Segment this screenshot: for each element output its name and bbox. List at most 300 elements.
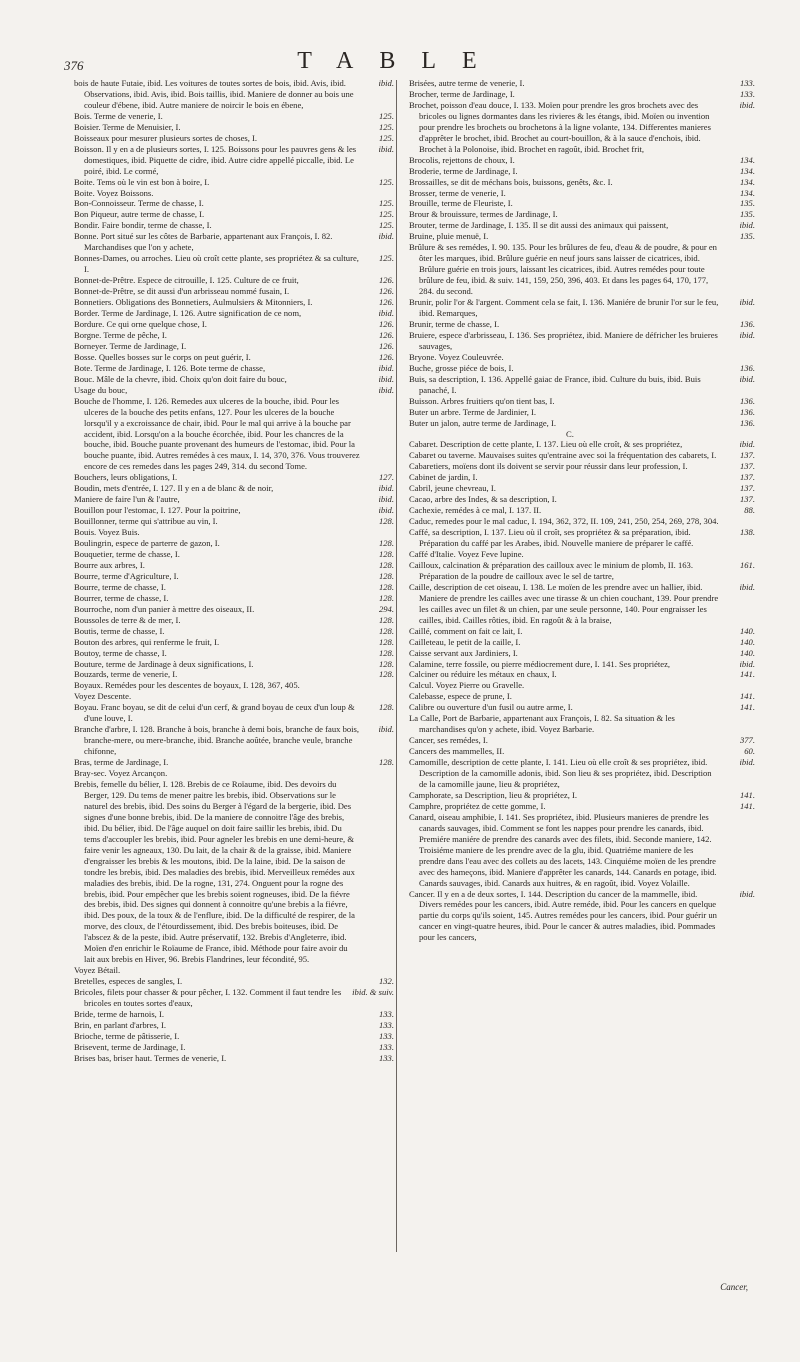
entry-text: Boulingrin, espece de parterre de gazon, I. <box>74 538 220 549</box>
index-entry <box>409 352 755 363</box>
entry-text: Boite. Tems où le vin est bon à boire, I. <box>74 176 210 187</box>
page-reference: 161. <box>739 559 755 570</box>
entry-text: Bruine, pluie menuë, I. <box>409 231 489 242</box>
index-entry <box>409 166 755 177</box>
index-entry <box>74 133 394 144</box>
entry-text: Calamine, terre fossile, ou pierre médiocrement dure, I. 141. Ses propriétez, <box>409 658 671 669</box>
page-reference: 128. <box>378 516 394 527</box>
page-reference: 134. <box>739 176 755 187</box>
page-reference: ibid. <box>739 888 755 899</box>
entry-text: Camomille, description de cette plante, I. 141. Lieu où elle croît & ses propriétez, ibid. Description de la camomille adonis, ibid. Son lieu & ses propriétez, ibid. Description de la camomille jaune, lieu & propriétez, <box>409 757 712 789</box>
page-reference: 136. <box>739 395 755 406</box>
entry-text: Buter un arbre. Terme de Jardinier, I. <box>409 406 537 417</box>
index-entry <box>74 483 394 494</box>
page-reference: 128. <box>378 625 394 636</box>
index-entry <box>74 582 394 593</box>
page-reference: 128. <box>378 570 394 581</box>
entry-text: Maniere de faire l'un & l'autre, <box>74 494 180 505</box>
entry-text: Brunir, terme de chasse, I. <box>409 318 500 329</box>
page-reference: ibid. <box>739 329 755 340</box>
index-entry <box>409 637 755 648</box>
page-reference: 377. <box>739 735 755 746</box>
index-entry <box>409 89 755 100</box>
index-entry <box>74 648 394 659</box>
index-entry <box>74 363 394 374</box>
entry-text: Bosse. Quelles bosses sur le corps on peut guérir, I. <box>74 351 251 362</box>
page-reference: 141. <box>739 702 755 713</box>
index-entry <box>74 538 394 549</box>
page-reference: 128. <box>378 702 394 713</box>
page-reference: 134. <box>739 165 755 176</box>
page-reference: 128. <box>378 614 394 625</box>
index-entry <box>74 472 394 483</box>
page-reference: 128. <box>378 559 394 570</box>
index-entry <box>74 177 394 188</box>
index-entry <box>409 746 755 757</box>
entry-text: Bonnet-de-Prêtre. Espece de citrouille, I. 125. Culture de ce fruit, <box>74 275 299 286</box>
entry-text: Borneyer. Terme de Jardinage, I. <box>74 340 187 351</box>
index-entry <box>409 242 755 297</box>
page-reference: ibid. <box>378 78 394 88</box>
entry-text: Cabaretiers, moïens dont ils doivent se servir pour réussir dans leur profession, I. <box>409 461 688 472</box>
page-reference: 136. <box>739 318 755 329</box>
index-entry <box>74 341 394 352</box>
index-entry <box>74 779 394 965</box>
page-reference: ibid. <box>739 439 755 450</box>
entry-text: Bourrer, terme de chasse, I. <box>74 592 169 603</box>
entry-text: Bricoles, filets pour chasser & pour pêcher, I. 132. Comment il faut tendre les bricoles en toutes sortes d'eaux, <box>74 987 342 1009</box>
page-reference: 135. <box>739 231 755 242</box>
index-entry <box>409 330 755 352</box>
page-reference: 125. <box>378 110 394 121</box>
entry-text: Cancer. Il y en a de deux sortes, I. 144. Description du cancer de la mammelle, ibid. Divers remédes pour les cancers, ibid. Autre reméde, ibid. Pour les cancers en quelque partie du corps qu'ils soient, 145. Autres remédes pour les cancers, ibid. Pour guérir un cancer en vingt-quatre heures, ibid. Pour le cancer & autres maladies, ibid. Pommades pour les cancers, <box>409 888 717 943</box>
index-entry <box>74 1009 394 1020</box>
page-reference: ibid. <box>739 581 755 592</box>
index-entry <box>409 198 755 209</box>
index-entry <box>74 965 394 976</box>
entry-text: Caisse servant aux Jardiniers, I. <box>409 647 518 658</box>
index-entry <box>409 669 755 680</box>
page-reference: 128. <box>378 592 394 603</box>
page-reference: 133. <box>378 1009 394 1020</box>
entry-text: Bourre aux arbres, I. <box>74 559 145 570</box>
index-entry <box>74 297 394 308</box>
entry-text: Bretelles, especes de sangles, I. <box>74 976 183 987</box>
entry-text: Boisier. Terme de Menuisier, I. <box>74 121 181 132</box>
index-entry <box>409 812 755 889</box>
index-entry <box>74 571 394 582</box>
index-entry <box>74 144 394 177</box>
entry-text: Cailloux, calcination & préparation des cailloux avec le minium de plomb, II. 163. Préparation de la poudre de cailloux avec le sel de tartre, <box>409 559 693 581</box>
page-reference: 125. <box>378 121 394 132</box>
page-reference: 128. <box>378 658 394 669</box>
entry-text: Brouille, terme de Fleuriste, I. <box>409 198 513 209</box>
index-entry <box>409 220 755 231</box>
page-reference: ibid. <box>378 143 394 154</box>
page-reference: 125. <box>378 176 394 187</box>
index-entry <box>74 505 394 516</box>
page-reference: ibid. <box>739 373 755 384</box>
entry-text: Brosser, terme de venerie, I. <box>409 187 506 198</box>
index-entry <box>409 429 755 440</box>
index-entry <box>74 308 394 319</box>
entry-text: Bordure. Ce qui orne quelque chose, I. <box>74 318 207 329</box>
entry-text: Cacao, arbre des Indes, & sa description, I. <box>409 494 557 505</box>
entry-text: Boutis, terme de chasse, I. <box>74 625 165 636</box>
index-entry <box>409 155 755 166</box>
index-entry <box>409 461 755 472</box>
index-entry <box>74 231 394 253</box>
entry-text: Boite. Voyez Boissons. <box>74 187 154 198</box>
index-entry <box>409 363 755 374</box>
index-entry <box>409 319 755 330</box>
index-entry <box>74 198 394 209</box>
entry-text: Voyez Bétail. <box>74 965 121 976</box>
page-reference: ibid. & suiv. <box>352 987 394 998</box>
index-entry <box>74 702 394 724</box>
entry-text: Camphorate, sa Description, lieu & propriétez, I. <box>409 789 578 800</box>
index-entry <box>409 188 755 199</box>
page-reference: 141. <box>739 789 755 800</box>
entry-text: Brochet, poisson d'eau douce, I. 133. Moïen pour prendre les gros brochets avec des bricoles ou lignes dormantes dans les rivieres & les étangs, ibid. Moïen ou invention pour prendre les brochets ou brochetons à la ligne volante, 134. Differentes manieres d'apprêter le brochet, ibid. Brochet au court-bouillon, & à la sauce d'enchois, ibid. Brochet à la Polonoise, ibid. Brochet en ragoût, ibid. Brochet frit, <box>409 99 711 154</box>
index-entry <box>409 297 755 319</box>
entry-text: Cabaret ou taverne. Mauvaises suites qu'entraine avec soi la fréquentation des cabarets, I. <box>409 450 717 461</box>
page-reference: 137. <box>739 472 755 483</box>
index-entry <box>74 122 394 133</box>
page-reference: ibid. <box>739 757 755 768</box>
entry-text: Brisevent, terme de Jardinage, I. <box>74 1041 186 1052</box>
entry-text: Caffé d'Italie. Voyez Feve lupine. <box>409 548 524 559</box>
page-reference: 126. <box>378 340 394 351</box>
index-entry <box>74 494 394 505</box>
index-entry <box>409 801 755 812</box>
entry-text: Voyez Descente. <box>74 691 132 702</box>
page-reference: 141. <box>739 691 755 702</box>
page-reference: 133. <box>378 1030 394 1041</box>
index-entry <box>409 472 755 483</box>
index-entry <box>409 626 755 637</box>
index-entry <box>409 527 755 549</box>
index-entry <box>74 659 394 670</box>
entry-text: Bryone. Voyez Couleuvrée. <box>409 351 504 362</box>
index-entry <box>409 889 755 944</box>
entry-text: Buisson. Arbres fruitiers qu'on tient bas, I. <box>409 395 555 406</box>
index-entry <box>74 78 394 111</box>
index-entry <box>74 1053 394 1064</box>
index-entry <box>74 396 394 473</box>
index-entry <box>409 439 755 450</box>
entry-text: Bondir. Faire bondir, terme de chasse, I. <box>74 220 212 231</box>
page-reference: 134. <box>739 187 755 198</box>
page-reference: 141. <box>739 669 755 680</box>
page-reference: 60. <box>744 746 755 757</box>
entry-text: Bouture, terme de Jardinage à deux significations, I. <box>74 658 254 669</box>
index-entry <box>74 220 394 231</box>
index-entry <box>74 669 394 680</box>
page-reference: 126. <box>378 351 394 362</box>
index-column-left <box>74 78 394 1064</box>
index-entry <box>74 209 394 220</box>
index-entry <box>74 319 394 330</box>
index-entry <box>74 188 394 199</box>
entry-text: Boisson. Il y en a de plusieurs sortes, I. 125. Boissons pour les pauvres gens & les domestiques, ibid. Piquette de cidre, ibid. Autre cidre appellé piccalle, ibid. Le poiré, ibid. Le cormé, <box>74 143 357 176</box>
index-entry <box>409 659 755 670</box>
index-entry <box>409 735 755 746</box>
page-reference: ibid. <box>378 494 394 505</box>
page-reference: 125. <box>378 220 394 231</box>
entry-text: Bourre, terme de chasse, I. <box>74 581 166 592</box>
entry-text: Bouquetier, terme de chasse, I. <box>74 548 180 559</box>
index-entry <box>409 209 755 220</box>
entry-text: Bonnes-Dames, ou arroches. Lieu où croît cette plante, ses propriétez & sa culture, I. <box>74 253 359 275</box>
page-reference: ibid. <box>378 483 394 494</box>
entry-text: Bouzards, terme de venerie, I. <box>74 669 178 680</box>
entry-text: Bote. Terme de Jardinage, I. 126. Bote terme de chasse, <box>74 362 266 373</box>
index-entry <box>409 757 755 790</box>
index-entry <box>74 527 394 538</box>
page-reference: 134. <box>739 154 755 165</box>
index-entry <box>74 560 394 571</box>
page-reference: 126. <box>378 275 394 286</box>
index-entry <box>409 450 755 461</box>
index-entry <box>74 253 394 275</box>
entry-text: Brioche, terme de pâtisserie, I. <box>74 1030 180 1041</box>
index-entry <box>409 680 755 691</box>
entry-text: Bonne. Port situé sur les côtes de Barbarie, appartenant aux François, I. 82. Marchandises que l'on y achete, <box>74 231 333 253</box>
entry-text: bois de haute Futaie, ibid. Les voitures de toutes sortes de bois, ibid. Avis, ibid. Observations, ibid. Avis, ibid. Bois taillis, ibid. Maniere de donner au bois une couleur d'ébene, ibid. Autre maniere de noircir le bois en ébene, <box>74 78 354 110</box>
entry-text: Buche, grosse piéce de bois, I. <box>409 362 514 373</box>
entry-text: Caffé, sa description, I. 137. Lieu où il croît, ses propriétez & sa préparation, ibid. Préparation du caffé par les Arabes, ibid. Nouvelle maniere de préparer le caffé. <box>409 527 694 549</box>
page-reference: 125. <box>378 132 394 143</box>
page-reference: 133. <box>378 1019 394 1030</box>
entry-text: Cancer, ses remédes, I. <box>409 735 488 746</box>
page-reference: ibid. <box>378 384 394 395</box>
entry-text: Caillé, comment on fait ce lait, I. <box>409 625 523 636</box>
entry-text: Bon Piqueur, autre terme de chasse, I. <box>74 209 205 220</box>
entry-text: Calibre ou ouverture d'un fusil ou autre arme, I. <box>409 702 573 713</box>
index-entry <box>74 593 394 604</box>
page-reference: 133. <box>739 88 755 99</box>
page-reference: 140. <box>739 636 755 647</box>
page-reference: ibid. <box>739 220 755 231</box>
page-reference: 128. <box>378 548 394 559</box>
entry-text: Brûlure & ses remédes, I. 90. 135. Pour les brûlures de feu, d'eau & de poudre, & pour en ôter les marques, ibid. Brûlure guérie en neuf jours sans laisser de cicatrices, ibid. Brûlure guérie en trois jours, laissant les cicatrices, ibid. Autres remédes pour toute brûlure de feu, ibid. & suiv. 141, 159, 250, 396, 403. Et dans les pages 64, 170, 177, 284. du second. <box>409 242 717 297</box>
column-divider <box>396 80 397 1252</box>
entry-text: Caduc, remedes pour le mal caduc, I. 194, 362, 372, II. 109, 241, 250, 254, 269, 278, 304. <box>409 516 719 527</box>
page-reference: 125. <box>378 209 394 220</box>
index-entry <box>74 987 394 1009</box>
page-reference: ibid. <box>739 297 755 308</box>
page-reference: 128. <box>378 538 394 549</box>
entry-text: Cabinet de jardin, I. <box>409 472 478 483</box>
page-reference: 136. <box>739 406 755 417</box>
index-entry <box>409 582 755 626</box>
entry-text: Canard, oiseau amphibie, I. 141. Ses propriétez, ibid. Plusieurs manieres de prendre les canards sauvages, ibid. Comment se font les nappes pour prendre les canards, ibid. Premiére maniére de prendre des canards avec des filets, ibid. Seconde maniere, 142. Troisiéme maniere de les prendre avec de la glu, ibid. Quatriéme maniere de les prendre dans l'eau avec des collets au des lacets, 143. Cinquiéme moïen de les prendre avec des hameçons, ibid. Maniere d'apprêter les canards, 144. Canards en potage, ibid. Canards sauvages, ibid. Canards aux huitres, & en ragoût, ibid. Voyez Volaille. <box>409 811 717 888</box>
page-reference: ibid. <box>378 373 394 384</box>
index-entry <box>409 407 755 418</box>
index-entry <box>74 516 394 527</box>
page-reference: 137. <box>739 494 755 505</box>
entry-text: Bonnetiers. Obligations des Bonnetiers, Aulmulsiers & Mitonniers, I. <box>74 297 313 308</box>
entry-text: Caille, description de cet oiseau, I. 138. Le moïen de les prendre avec un hallier, ibid. Maniere de prendre les cailles avec une tirasse & un chien couchant, 139. Pour prendre les cailles avec un filet & un chien, par une seule personne, 140. Pour engraisser les cailles, ibid. Cailles rôties, ibid. En ragoût & à la braise, <box>409 581 719 625</box>
index-entry <box>74 374 394 385</box>
index-entry <box>409 549 755 560</box>
entry-text: Branche d'arbre, I. 128. Branche à bois, branche à demi bois, branche de faux bois, branche-mere, ou mere-branche, ibid. Branche aoûtée, branche veule, branche chifonne, <box>74 724 360 757</box>
index-entry <box>74 1020 394 1031</box>
page-reference: 128. <box>378 757 394 768</box>
entry-text: Bon-Connoisseur. Terme de chasse, I. <box>74 198 204 209</box>
page-reference: 294. <box>378 603 394 614</box>
index-entry <box>74 1042 394 1053</box>
page-reference: ibid. <box>378 362 394 373</box>
page-reference: 128. <box>378 647 394 658</box>
page-reference: 133. <box>378 1052 394 1063</box>
entry-text: Cachexie, remédes à ce mal, I. 137. II. <box>409 505 542 516</box>
index-entry <box>74 352 394 363</box>
index-entry <box>409 494 755 505</box>
index-entry <box>409 396 755 407</box>
entry-text: Buis, sa description, I. 136. Appellé gaiac de France, ibid. Culture du buis, ibid. Buis panaché, I. <box>409 373 701 395</box>
page-reference: 140. <box>739 625 755 636</box>
entry-text: Bruiere, espece d'arbrisseau, I. 136. Ses propriétez, ibid. Maniere de défricher les bruieres sauvages, <box>409 329 718 351</box>
index-entry <box>74 111 394 122</box>
entry-text: Bonnet-de-Prêtre, se dit aussi d'un arbrisseau nommé fusain, I. <box>74 286 290 297</box>
index-entry <box>74 626 394 637</box>
entry-text: Bouillonner, terme qui s'attribue au vin, I. <box>74 516 218 527</box>
index-entry <box>409 374 755 396</box>
entry-text: Borgne. Terme de pêche, I. <box>74 329 167 340</box>
page-reference: 135. <box>739 198 755 209</box>
entry-text: Border. Terme de Jardinage, I. 126. Autre signification de ce nom, <box>74 308 302 319</box>
index-entry <box>74 615 394 626</box>
entry-text: Calcul. Voyez Pierre ou Gravelle. <box>409 680 525 691</box>
page-reference: ibid. <box>378 724 394 735</box>
entry-text: Brebis, femelle du bélier, I. 128. Brebis de ce Roïaume, ibid. Des devoirs du Berger, 129. Du tems de mener paitre les brebis, ibid. Observations sur le naturel des brebis, ibid. Des soins du Berger à l'égard de la bergerie, ibid. Des signes d'une bonne brebis, ibid. De la maniere de connoitre l'âge des brebis, ibid. Du bélier, ibid. De l'âge auquel on doit faire saillir les brebis, ibid. Du tems d'accoupler les brebis, ibid. Pour agneler les brebis en une demi-heure, & faire venir les agneaux, 130. Du lait, de la chair & de la graisse, ibid. Maniere d'engraisser les brebis & les moutons, ibid. De la laine, ibid. De la saison de tondre les brebis, ibid. Des maladies des brebis, ibid. Merveilleux remédes aux maladies des brebis, ibid. De la rogne, 131, 274. Onguent pour la rogne des brebis, ibid. Pour empêcher que les brebis soient rogneuses, ibid. De la fiévre des brebis, ibid. Des signes qui donnent à connoitre qu'une brebis a la fiévre, ibid. Des poux, de la toux & de l'enflure, ibid. De la difficulté de respirer, de la morve, des cloux, de l'étourdissement, ibid. Des brebis boiteuses, ibid. De l'abscez & de la peste, ibid. Autre préservatif, 132. Brebis d'Angleterre, ibid. Moïen d'en enrichir le Roïaume de France, ibid. Méthode pour faire avoir du lait aux brebis en Hiver, 96. Brebis Flandrines, leur fécondité, 95. <box>74 779 355 965</box>
entry-text: Bouchers, leurs obligations, I. <box>74 472 178 483</box>
index-entry <box>74 604 394 615</box>
entry-text: Cabaret. Description de cette plante, I. 137. Lieu où elle croît, & ses propriétez, <box>409 439 683 450</box>
page-reference: ibid. <box>378 308 394 319</box>
entry-text: Brocolis, rejettons de choux, I. <box>409 154 515 165</box>
page-reference: 141. <box>739 800 755 811</box>
page-reference: 125. <box>378 198 394 209</box>
page-reference: 127. <box>378 472 394 483</box>
page-reference: 128. <box>378 581 394 592</box>
entry-text: Cancers des mammelles, II. <box>409 746 505 757</box>
index-entry <box>409 505 755 516</box>
catchword: Cancer, <box>720 1282 748 1292</box>
index-entry <box>409 713 755 735</box>
running-title: TABLE <box>297 48 503 74</box>
page-reference: 128. <box>378 669 394 680</box>
page-reference: 125. <box>378 253 394 264</box>
entry-text: Calciner ou réduire les métaux en chaux, I. <box>409 669 557 680</box>
index-entry <box>409 78 755 89</box>
entry-text: Brouter, terme de Jardinage, I. 135. Il se dit aussi des animaux qui paissent, <box>409 220 669 231</box>
entry-text: Broderie, terme de Jardinage, I. <box>409 165 518 176</box>
index-entry <box>409 418 755 429</box>
index-entry <box>74 724 394 757</box>
page-reference: ibid. <box>739 99 755 110</box>
page-reference: ibid. <box>739 658 755 669</box>
index-entry <box>409 691 755 702</box>
page-reference: 137. <box>739 483 755 494</box>
index-entry <box>409 177 755 188</box>
page-reference: 133. <box>739 78 755 88</box>
entry-text: Boyaux. Remédes pour les descentes de boyaux, I. 128, 367, 405. <box>74 680 300 691</box>
page-reference: 135. <box>739 209 755 220</box>
entry-text: Bray-sec. Voyez Arcançon. <box>74 768 168 779</box>
page-reference: 126. <box>378 286 394 297</box>
entry-text: La Calle, Port de Barbarie, appartenant aux François, I. 82. Sa situation & les marchandises qu'on y achete, ibid. Voyez Barbarie. <box>409 713 675 735</box>
entry-text: Bouche de l'homme, I. 126. Remedes aux ulceres de la bouche, ibid. Pour les ulceres de la bouche des petits enfans, 127. Pour les ulceres de la bouche lorsqu'il y a excroissance de chair, ibid. Pour le mal qui arrive à la bouche par accident, ibid. Lorsqu'on a la bouche écorchée, ibid. Pour les chancres de la bouche, ibid. Bouche puante provenant des humeurs de l'estomac, ibid. Pour la bouche puante, ibid. Autres remédes à ces maux, I. 14, 370, 376. Vous trouverez encore de ces remedes dans les pages 249, 314. du second Tome. <box>74 395 360 472</box>
page-reference: 137. <box>739 461 755 472</box>
page-header <box>0 46 800 76</box>
entry-text: Brour & brouissure, termes de Jardinage, I. <box>409 209 558 220</box>
entry-text: Bras, terme de Jardinage, I. <box>74 757 169 768</box>
page-reference: 136. <box>739 362 755 373</box>
entry-text: Boutoy, terme de chasse, I. <box>74 647 167 658</box>
index-entry <box>74 976 394 987</box>
page-number: 376 <box>64 58 84 73</box>
index-entry <box>74 757 394 768</box>
index-entry <box>74 691 394 702</box>
index-entry <box>409 702 755 713</box>
entry-text: Bouillon pour l'estomac, I. 127. Pour la poitrine, <box>74 505 241 516</box>
entry-text: Bourroche, nom d'un panier à mettre des oiseaux, II. <box>74 603 255 614</box>
page-reference: 126. <box>378 297 394 308</box>
index-entry <box>74 330 394 341</box>
page-reference: ibid. <box>378 505 394 516</box>
page-reference: 126. <box>378 318 394 329</box>
entry-text: Bouc. Mâle de la chevre, ibid. Choix qu'on doit faire du bouc, <box>74 373 287 384</box>
index-entry <box>409 100 755 155</box>
entry-text: Boisseaux pour mesurer plusieurs sortes de choses, I. <box>74 132 258 143</box>
page-reference: 132. <box>378 976 394 987</box>
index-entry <box>74 286 394 297</box>
index-entry <box>409 560 755 582</box>
entry-text: Calebasse, espece de prune, I. <box>409 691 512 702</box>
entry-text: Brunir, polir l'or & l'argent. Comment cela se fait, I. 136. Maniére de brunir l'or sur le feu, ibid. Remarques, <box>409 297 719 319</box>
page-reference: 126. <box>378 329 394 340</box>
index-entry <box>74 549 394 560</box>
page-reference: 133. <box>378 1041 394 1052</box>
index-entry <box>74 275 394 286</box>
entry-text: Cabril, jeune chevreau, I. <box>409 483 496 494</box>
entry-text: Usage du bouc, <box>74 384 128 395</box>
index-entry <box>74 768 394 779</box>
entry-text: Brisées, autre terme de venerie, I. <box>409 78 525 88</box>
page-reference: 136. <box>739 417 755 428</box>
index-entry <box>409 648 755 659</box>
entry-text: Boyau. Franc boyau, se dit de celui d'un cerf, & grand boyau de ceux d'un loup & d'une louve, I. <box>74 702 355 724</box>
entry-text: Brossailles, se dit de méchans bois, buissons, genêts, &c. I. <box>409 176 613 187</box>
index-entry <box>74 680 394 691</box>
entry-text: Brin, en parlant d'arbres, I. <box>74 1019 166 1030</box>
entry-text: Boudin, mets d'entrée, I. 127. Il y en a de blanc & de noir, <box>74 483 274 494</box>
entry-text: Bride, terme de harnois, I. <box>74 1009 164 1020</box>
index-entry <box>409 790 755 801</box>
entry-text: Boussoles de terre & de mer, I. <box>74 614 181 625</box>
entry-text: Bouis. Voyez Buis. <box>74 527 140 538</box>
entry-text: Buter un jalon, autre terme de Jardinage, I. <box>409 417 556 428</box>
page-reference: 140. <box>739 647 755 658</box>
entry-text: Brises bas, briser haut. Termes de venerie, I. <box>74 1052 227 1063</box>
index-entry <box>74 637 394 648</box>
entry-text: Brocher, terme de Jardinage, I. <box>409 88 515 99</box>
entry-text: Bourre, terme d'Agriculture, I. <box>74 570 179 581</box>
entry-text: Bois. Terme de venerie, I. <box>74 110 163 121</box>
